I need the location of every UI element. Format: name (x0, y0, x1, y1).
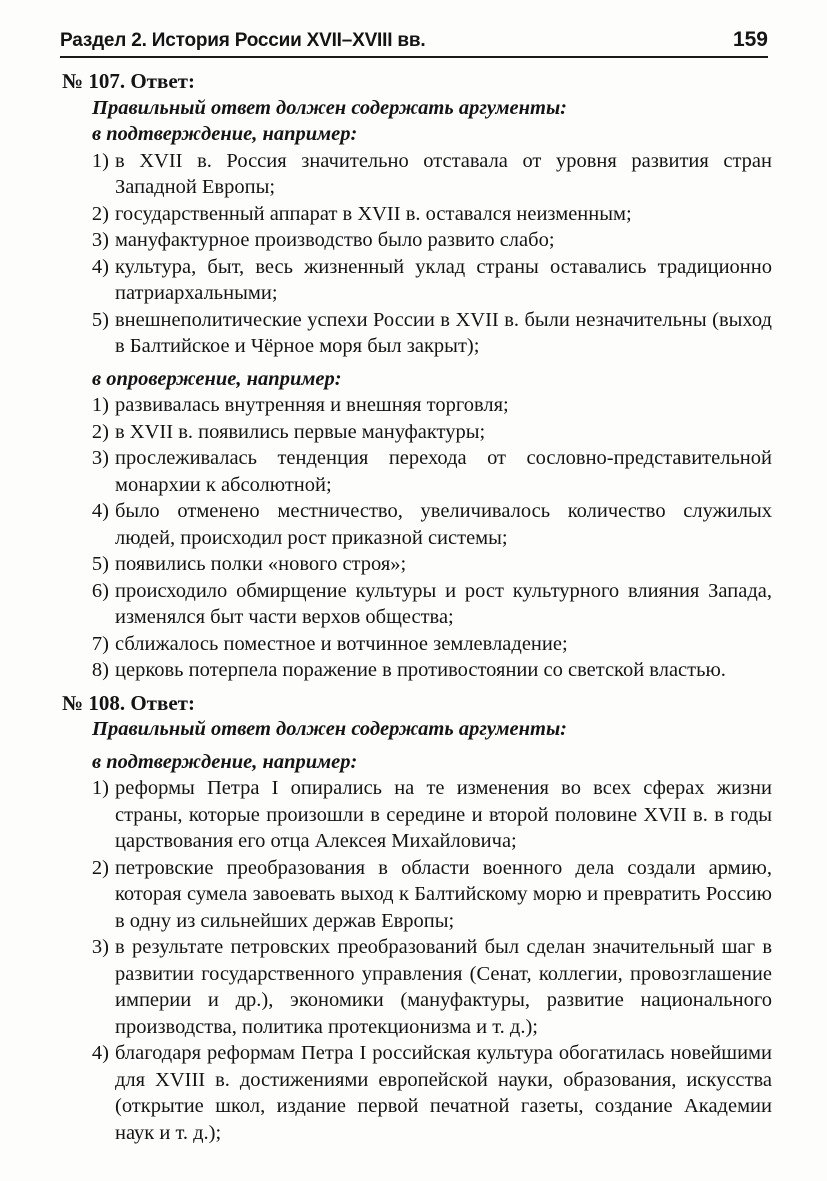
list-item (62, 227, 772, 254)
item-number: 4) (91, 1042, 109, 1064)
item-text: в XVII в. Россия значительно отставала от уровня развития стран Западной Европы; (115, 149, 772, 198)
item-number: 3) (91, 229, 109, 251)
item-text: государственный аппарат в XVII в. оставался неизменным; (115, 202, 632, 225)
list-item (62, 498, 772, 551)
item-text: в результате петровских преобразований был сделан значительный шаг в развитии государственного управления (Сенат, коллегии, провозглашение империи и др.), экономики (мануфактуры, развитие национального производства, политика протекционизма и т. д.); (115, 936, 772, 1038)
list-item (62, 1040, 772, 1146)
list-item (62, 578, 772, 631)
item-number: 1) (91, 777, 109, 799)
list-item (62, 775, 772, 855)
item-text: мануфактурное производство было развито слабо; (115, 229, 555, 251)
item-text: появились полки «нового строя»; (115, 553, 407, 575)
item-text: было отменено местничество, увеличивалось количество служилых людей, происходил рост приказной системы; (115, 500, 772, 549)
item-text: петровские преобразования в области военного дела создали армию, которая сумела завоевать выход к Балтийскому морю и превратить Россию в одну из сильнейших держав Европы; (115, 856, 772, 932)
item-number: 2) (91, 202, 109, 225)
item-text: реформы Петра I опирались на те изменения во всех сферах жизни страны, которые произошли в середине и второй половине XVII в. в годы царствования его отца Алексея Михайловича; (115, 777, 772, 852)
item-text: в XVII в. появились первые мануфактуры; (115, 420, 486, 443)
item-text: прослеживалась тенденция перехода от сословно-представительной монархии к абсолютной; (115, 447, 772, 496)
list-item (62, 392, 772, 419)
answer-107-refute-list (62, 392, 772, 684)
list-item (62, 551, 772, 578)
item-text: культура, быт, весь жизненный уклад страны оставались традиционно патриархальными; (115, 255, 772, 304)
item-text: благодаря реформам Петра I российская культура обогатилась новейшими для XVIII в. достижениями европейской науки, образования, искусства (открытие школ, издание первой печатной газеты, создание Академии наук и т. д.); (115, 1042, 772, 1144)
answer-108-confirm-heading: в подтверждение, например: (92, 750, 358, 773)
answer-107-subheading: Правильный ответ должен содержать аргументы: (92, 96, 568, 119)
list-item (62, 419, 772, 446)
item-number: 2) (91, 856, 109, 879)
item-number: 5) (91, 308, 109, 331)
item-number: 1) (91, 394, 109, 416)
item-number: 4) (91, 255, 109, 278)
list-item (62, 657, 772, 684)
list-item (62, 934, 772, 1040)
item-text: происходило обмирщение культуры и рост культурного влияния Запада, изменялся быт части верхов общества; (115, 579, 772, 628)
item-number: 4) (91, 500, 109, 522)
answer-107-heading: № 107. Ответ: (62, 69, 195, 93)
item-number: 3) (91, 447, 109, 469)
list-item (62, 307, 772, 360)
item-number: 2) (91, 420, 109, 443)
list-item (62, 855, 772, 935)
item-text: развивалась внутренняя и внешняя торговля; (115, 394, 509, 416)
item-text: внешнеполитические успехи России в XVII в. были незначительны (выход в Балтийское и Чёрное моря был закрыт); (115, 308, 772, 357)
list-item (62, 445, 772, 498)
item-number: 6) (91, 579, 109, 602)
item-number: 7) (91, 632, 109, 655)
list-item (62, 631, 772, 658)
list-item (62, 148, 772, 201)
list-item (62, 254, 772, 307)
item-number: 5) (91, 553, 109, 575)
running-header (60, 26, 768, 58)
answer-107-refute-heading: в опровержение, например: (92, 367, 342, 390)
item-number: 3) (91, 936, 109, 958)
item-number: 1) (91, 149, 109, 172)
answer-107-confirm-list (62, 148, 772, 360)
answer-107-confirm-heading: в подтверждение, например: (92, 123, 358, 145)
item-text: сближалось поместное и вотчинное землевладение; (115, 632, 568, 655)
item-text: церковь потерпела поражение в противостоянии со светской властью. (115, 659, 726, 681)
answer-108-subheading: Правильный ответ должен содержать аргументы: (92, 718, 568, 740)
item-number: 8) (91, 659, 109, 681)
list-item (62, 201, 772, 228)
answer-108-confirm-list (62, 775, 772, 1146)
page-content (62, 68, 772, 1146)
answer-108-heading: № 108. Ответ: (62, 690, 195, 715)
section-title: Раздел 2. История России XVII–XVIII вв. (60, 30, 426, 51)
page-number: 159 (732, 28, 768, 51)
